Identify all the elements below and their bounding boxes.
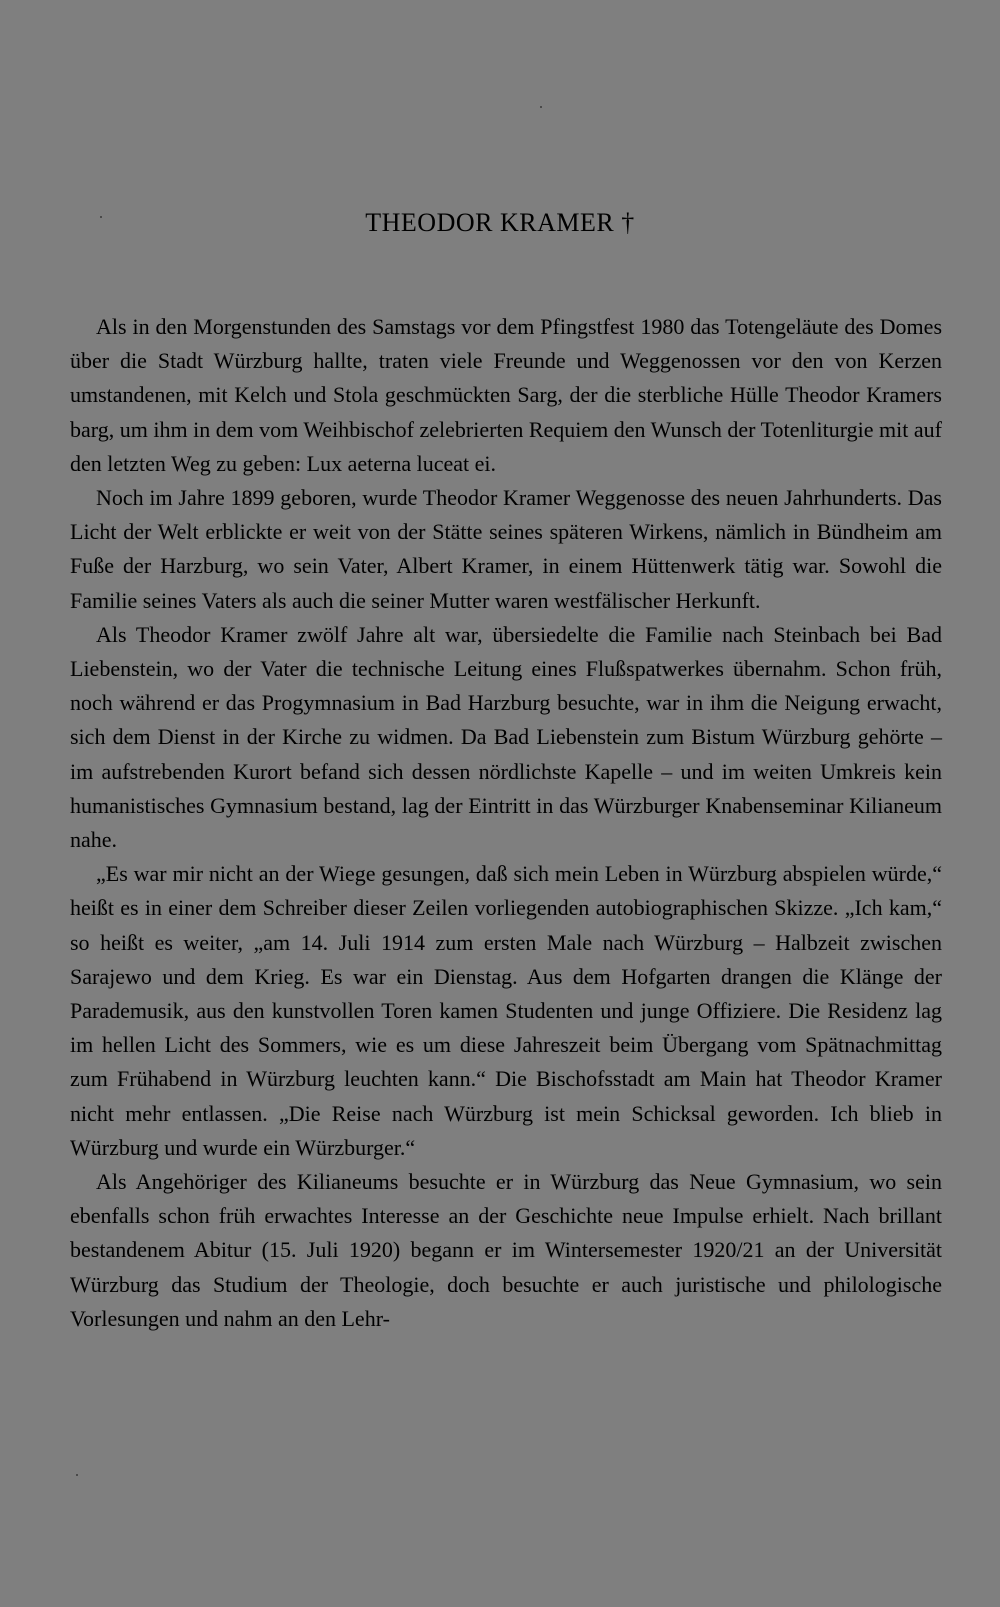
paragraph: Noch im Jahre 1899 geboren, wurde Theodor Kramer Weggenosse des neuen Jahrhunderts. Das Licht der Welt erblickte er weit von der Stätte seines späteren Wirkens, nämlich in Bündheim am Fuße der Harzburg, wo sein Vater, Albert Kramer, in einem Hüttenwerk tätig war. Sowohl die Familie seines Vaters als auch die seiner Mutter waren westfälischer Herkunft.	[70, 485, 942, 613]
paragraph: Als Theodor Kramer zwölf Jahre alt war, übersiedelte die Familie nach Steinbach bei Bad Liebenstein, wo der Vater die technische Leitung eines Flußspatwerkes übernahm. Schon früh, noch während er das Progymnasium in Bad Harzburg besuchte, war in ihm die Neigung erwacht, sich dem Dienst in der Kirche zu widmen. Da Bad Liebenstein zum Bistum Würzburg gehörte – im aufstrebenden Kurort befand sich dessen nördlichste Kapelle – und im weiten Umkreis kein humanistisches Gymnasium bestand, lag der Eintritt in das Würzburger Knabenseminar Kilianeum nahe.	[70, 621, 942, 853]
paragraph: Als in den Morgenstunden des Samstags vor dem Pfingstfest 1980 das Totengeläute des Domes über die Stadt Würzburg hallte, traten viele Freunde und Weggenossen vor den von Kerzen umstandenen, mit Kelch und Stola geschmückten Sarg, der die sterbliche Hülle Theodor Kramers barg, um ihm in dem vom Weihbischof zelebrierten Requiem den Wunsch der Totenliturgie mit auf den letzten Weg zu geben: Lux aeterna luceat ei.	[70, 314, 942, 476]
body-text	[70, 310, 942, 1336]
paragraph: „Es war mir nicht an der Wiege gesungen, daß sich mein Leben in Würzburg abspielen würde,“ heißt es in einer dem Schreiber dieser Zeilen vorliegenden autobiographischen Skizze. „Ich kam,“ so heißt es weiter, „am 14. Juli 1914 zum ersten Male nach Würzburg – Halbzeit zwischen Sarajewo und dem Krieg. Es war ein Dienstag. Aus dem Hofgarten drangen die Klänge der Parademusik, aus den kunstvollen Toren kamen Studenten und junge Offiziere. Die Residenz lag im hellen Licht des Sommers, wie es um diese Jahreszeit beim Übergang vom Spätnachmittag zum Frühabend in Würzburg leuchten kann.“ Die Bischofsstadt am Main hat Theodor Kramer nicht mehr entlassen. „Die Reise nach Würzburg ist mein Schicksal geworden. Ich blieb in Würzburg und wurde ein Würzburger.“	[70, 861, 942, 1160]
scan-speck	[540, 106, 542, 108]
paragraph: Als Angehöriger des Kilianeums besuchte er in Würzburg das Neue Gymnasium, wo sein ebenfalls schon früh erwachtes Interesse an der Geschichte neue Impulse erhielt. Nach brillant bestandenem Abitur (15. Juli 1920) begann er im Wintersemester 1920/21 an der Universität Würzburg das Studium der Theologie, doch besuchte er auch juristische und philologische Vorlesungen und nahm an den Lehr-	[70, 1169, 942, 1331]
page-title: THEODOR KRAMER †	[365, 208, 635, 237]
scan-speck	[76, 1474, 78, 1476]
